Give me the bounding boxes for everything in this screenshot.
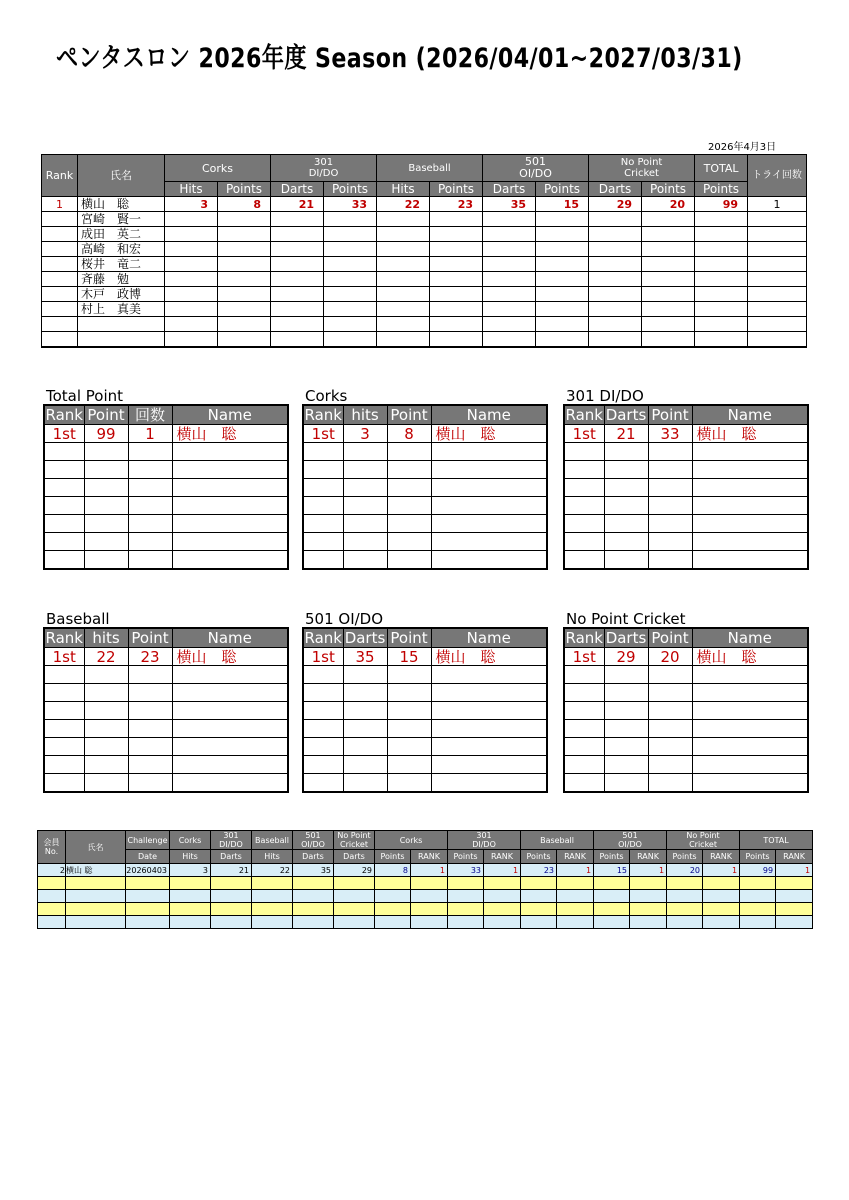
box-header: Name [431, 405, 547, 425]
box-header: Point [648, 405, 692, 425]
sub-header: Darts [293, 850, 334, 864]
ranking-box-title: No Point Cricket [566, 610, 686, 628]
header-no-point-cricket: No Point Cricket [589, 155, 695, 182]
page-title: ペンタスロン 2026年度 Season (2026/04/01~2027/03/31) [56, 43, 743, 74]
sub-header: Date [126, 850, 170, 864]
sub-header: Points [667, 850, 703, 864]
sub-hits: Hits [165, 182, 218, 197]
player-name: 村上 真美 [78, 302, 165, 317]
box-header: Darts [344, 629, 386, 647]
sub-points: Points [430, 182, 483, 197]
table-row [303, 515, 547, 533]
box-header: Rank [565, 629, 603, 647]
table-row [564, 461, 808, 479]
box-header: Point [84, 405, 128, 425]
sub-darts: Darts [271, 182, 324, 197]
player-name: 横山 聡 [431, 648, 547, 666]
box-header: Point [387, 628, 431, 648]
box-header: 回数 [128, 405, 172, 425]
player-name: 横山 聡 [431, 425, 547, 443]
table-row [303, 461, 547, 479]
header-total: TOTAL [695, 155, 748, 182]
header-challenge: Challenge [126, 831, 170, 850]
header-baseball: Baseball [377, 155, 483, 182]
header-npc-rank: No Point Cricket [667, 831, 740, 850]
table-row: 2 横山 聡 20260403 3 21 22 35 29 8 1 33 1 23 1 15 1 20 1 99 1 [38, 864, 813, 877]
player-name: 桜井 竜二 [78, 257, 165, 272]
table-row [42, 212, 807, 227]
table-row [303, 738, 547, 756]
report-date: 2026年4月3日 [708, 142, 777, 153]
header-corks-rank: Corks [375, 831, 448, 850]
sub-header: Hits [170, 850, 211, 864]
header-member-no: 会員 No. [38, 831, 66, 864]
player-name: 成田 英二 [78, 227, 165, 242]
player-name: 横山 聡 [172, 425, 288, 443]
sub-darts: Darts [483, 182, 536, 197]
sub-points: Points [218, 182, 271, 197]
table-row [303, 497, 547, 515]
table-row [303, 479, 547, 497]
table-row [44, 666, 288, 684]
sub-header: RANK [484, 850, 521, 864]
header-total-rank: TOTAL [740, 831, 813, 850]
box-header: Name [172, 628, 288, 648]
table-row [44, 720, 288, 738]
player-name: 横山 聡 [172, 648, 288, 666]
table-row [42, 272, 807, 287]
header-corks: Corks [165, 155, 271, 182]
sub-header: RANK [557, 850, 594, 864]
table-row [564, 479, 808, 497]
player-name: 斉藤 勉 [78, 272, 165, 287]
ranking-box-title: Baseball [46, 610, 110, 628]
table-row [564, 497, 808, 515]
player-name: 宮崎 賢一 [78, 212, 165, 227]
box-header: Rank [45, 629, 83, 647]
table-row [42, 227, 807, 242]
header-501-rank: 501 OI/DO [594, 831, 667, 850]
header-corks: Corks [170, 831, 211, 850]
ranking-box-table [43, 404, 289, 570]
table-row: 1st 22 23 横山 聡 [44, 648, 288, 666]
player-name: 高崎 和宏 [78, 242, 165, 257]
header-501: 501 OI/DO [293, 831, 334, 850]
table-row [564, 720, 808, 738]
season-ranking-table [41, 154, 807, 348]
sub-header: Hits [252, 850, 293, 864]
sub-header: Darts [211, 850, 252, 864]
box-header: hits [343, 405, 387, 425]
sub-header: RANK [776, 850, 813, 864]
table-row: 1st 35 15 横山 聡 [303, 648, 547, 666]
table-row [44, 515, 288, 533]
table-row [564, 533, 808, 551]
table-row [42, 257, 807, 272]
table-row: 1st 29 20 横山 聡 [564, 648, 808, 666]
table-row [303, 684, 547, 702]
table-row [38, 916, 813, 929]
table-row [42, 332, 807, 348]
ranking-box-title: Corks [305, 387, 348, 405]
box-header: Point [128, 628, 172, 648]
header-301: 301 DI/DO [211, 831, 252, 850]
table-row [564, 702, 808, 720]
header-501: 501 OI/DO [483, 155, 589, 182]
box-header: Name [431, 628, 547, 648]
player-name: 横山 聡 [692, 648, 808, 666]
box-header: Point [387, 405, 431, 425]
member-record-table [37, 830, 813, 929]
table-row [303, 533, 547, 551]
ranking-box-table [43, 627, 289, 793]
table-row [38, 877, 813, 890]
table-row [38, 890, 813, 903]
table-row [564, 756, 808, 774]
table-row [44, 738, 288, 756]
table-row [44, 684, 288, 702]
player-name: 木戸 政博 [78, 287, 165, 302]
header-name: 氏名 [66, 831, 126, 864]
ranking-box-title: Total Point [46, 387, 124, 405]
table-row [564, 738, 808, 756]
box-header: Rank [565, 406, 603, 424]
table-row [564, 684, 808, 702]
ranking-box-title: 501 OI/DO [305, 610, 384, 628]
header-301: 301 DI/DO [271, 155, 377, 182]
sub-darts: Darts [589, 182, 642, 197]
table-row [564, 551, 808, 570]
player-name: 横山 聡 [78, 197, 165, 212]
box-header: hits [84, 628, 128, 648]
table-row [44, 461, 288, 479]
header-baseball: Baseball [252, 831, 293, 850]
table-row [44, 533, 288, 551]
table-row [303, 443, 547, 461]
table-row [564, 666, 808, 684]
sub-points: Points [642, 182, 695, 197]
table-row: 1st 3 8 横山 聡 [303, 425, 547, 443]
header-try-count: トライ回数 [748, 155, 807, 197]
header-name: 氏名 [78, 155, 165, 197]
box-header: Rank [304, 629, 342, 647]
ranking-box-title: 301 DI/DO [566, 387, 644, 405]
table-row [44, 756, 288, 774]
table-row: 1st 21 33 横山 聡 [564, 425, 808, 443]
sub-points: Points [324, 182, 377, 197]
player-name: 横山 聡 [66, 864, 126, 877]
sub-hits: Hits [377, 182, 430, 197]
box-header: Darts [605, 406, 647, 424]
table-row [303, 774, 547, 793]
table-row [303, 720, 547, 738]
box-header: Rank [304, 406, 342, 424]
box-header: Point [648, 628, 692, 648]
sub-points: Points [536, 182, 589, 197]
header-baseball-rank: Baseball [521, 831, 594, 850]
ranking-box-table [563, 404, 809, 570]
table-row [44, 702, 288, 720]
ranking-box-table [302, 627, 548, 793]
header-rank: Rank [42, 155, 78, 197]
table-row [564, 515, 808, 533]
sub-header: Points [740, 850, 776, 864]
table-row [303, 551, 547, 570]
table-row [564, 443, 808, 461]
sub-header: RANK [630, 850, 667, 864]
box-header: Name [692, 628, 808, 648]
box-header: Darts [605, 629, 647, 647]
player-name: 横山 聡 [692, 425, 808, 443]
table-row [42, 287, 807, 302]
table-row: 1 横山 聡 3 8 21 33 22 23 35 15 29 20 99 1 [42, 197, 807, 212]
table-row [44, 497, 288, 515]
ranking-box-table [563, 627, 809, 793]
ranking-box-table [302, 404, 548, 570]
table-row [564, 774, 808, 793]
sub-header: RANK [411, 850, 448, 864]
box-header: Rank [45, 406, 83, 424]
sub-header: Darts [334, 850, 375, 864]
header-no-point-cricket: No Point Cricket [334, 831, 375, 850]
sub-header: Points [375, 850, 411, 864]
sub-header: Points [448, 850, 484, 864]
sub-points: Points [695, 182, 748, 197]
table-row [44, 479, 288, 497]
sub-header: Points [594, 850, 630, 864]
box-header: Name [172, 405, 288, 425]
table-row [44, 551, 288, 570]
box-header: Name [692, 405, 808, 425]
table-row [38, 903, 813, 916]
table-row [44, 443, 288, 461]
sub-header: RANK [703, 850, 740, 864]
table-row [303, 702, 547, 720]
table-row [42, 242, 807, 257]
table-row [44, 774, 288, 793]
table-row [42, 302, 807, 317]
table-row: 1st 99 1 横山 聡 [44, 425, 288, 443]
table-row [42, 317, 807, 332]
table-row [303, 666, 547, 684]
table-row [303, 756, 547, 774]
header-301-rank: 301 DI/DO [448, 831, 521, 850]
sub-header: Points [521, 850, 557, 864]
